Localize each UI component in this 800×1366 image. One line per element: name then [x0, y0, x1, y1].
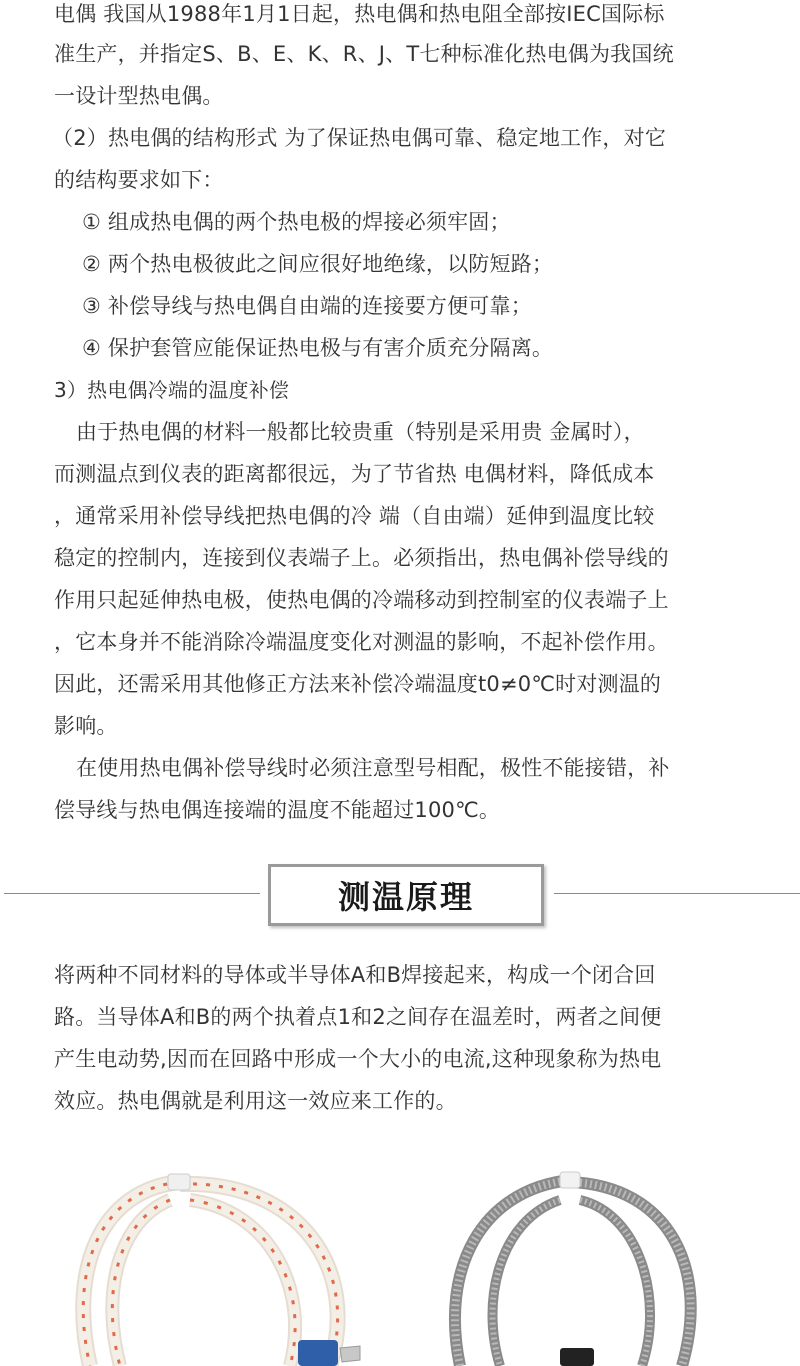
paragraph-line: 因此，还需采用其他修正方法来补偿冷端温度t0≠0℃时对测温的 — [54, 672, 662, 696]
paragraph-line: 稳定的控制内，连接到仪表端子上。必须指出，热电偶补偿导线的 — [54, 546, 669, 570]
thermocouple-photo-braided — [60, 1160, 380, 1366]
paragraph-line: 一设计型热电偶。 — [54, 84, 224, 108]
paragraph-line: 影响。 — [54, 714, 118, 738]
paragraph-line: ，通常采用补偿导线把热电偶的冷 端（自由端）延伸到温度比较 — [54, 504, 655, 528]
section-title: 测温原理 — [337, 878, 474, 916]
paragraph-line: 作用只起延伸热电极，使热电偶的冷端移动到控制室的仪表端子上 — [54, 588, 669, 612]
thermocouple-photo-metal — [420, 1160, 720, 1366]
paragraph-line: 路。当导体A和B的两个执着点1和2之间存在温差时，两者之间便 — [54, 1005, 662, 1029]
list-item: ④ 保护套管应能保证热电极与有害介质充分隔离。 — [82, 336, 554, 360]
subheading: 3）热电偶冷端的温度补偿 — [54, 378, 290, 402]
paragraph-line: 的结构要求如下： — [54, 168, 224, 192]
paragraph-line: 准生产，并指定S、B、E、K、R、J、T七种标准化热电偶为我国统 — [54, 42, 674, 66]
section-divider-left — [4, 893, 260, 894]
paragraph-line: 由于热电偶的材料一般都比较贵重（特别是采用贵 金属时）， — [76, 420, 645, 444]
list-item: ③ 补偿导线与热电偶自由端的连接要方便可靠； — [82, 294, 532, 318]
section-title-box — [268, 864, 544, 926]
paragraph-line: 在使用热电偶补偿导线时必须注意型号相配，极性不能接错，补 — [76, 756, 670, 780]
paragraph-line: 电偶 我国从1988年1月1日起，热电偶和热电阻全部按IEC国际标 — [54, 2, 665, 26]
paragraph-line: 将两种不同材料的导体或半导体A和B焊接起来，构成一个闭合回 — [54, 963, 656, 987]
section-divider-right — [554, 893, 800, 894]
paragraph-line: 而测温点到仪表的距离都很远，为了节省热 电偶材料，降低成本 — [54, 462, 655, 486]
paragraph-line: 偿导线与热电偶连接端的温度不能超过100℃。 — [54, 798, 501, 822]
paragraph-line: ，它本身并不能消除冷端温度变化对测温的影响，不起补偿作用。 — [54, 630, 669, 654]
list-item: ① 组成热电偶的两个热电极的焊接必须牢固； — [82, 210, 511, 234]
paragraph-line: 产生电动势,因而在回路中形成一个大小的电流,这种现象称为热电 — [54, 1047, 662, 1071]
paragraph-line: 效应。热电偶就是利用这一效应来工作的。 — [54, 1089, 457, 1113]
list-item: ② 两个热电极彼此之间应很好地绝缘，以防短路； — [82, 252, 554, 276]
paragraph-line: （2）热电偶的结构形式 为了保证热电偶可靠、稳定地工作，对它 — [52, 126, 667, 150]
